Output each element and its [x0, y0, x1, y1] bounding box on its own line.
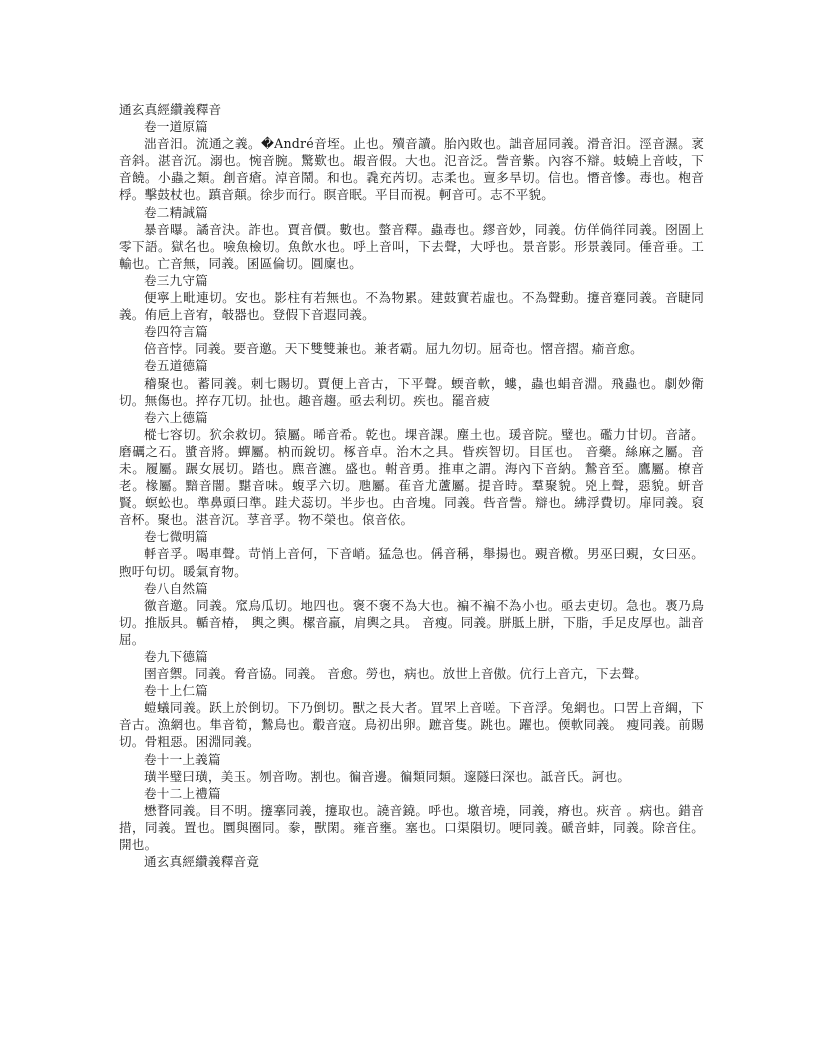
section-body: 懋瞀同義。目不明。攓搴同義，攓取也。譊音鐃。呼也。墽音墝，同義，瘠也。疢音 。病也。錯音措，同義。置也。圜與圈同。豢，獸閑。雍音壅。塞也。口渠隕切。哽同義。磃音蚌，同義。除音住。開也。: [119, 802, 704, 853]
section-body: 軤音孚。喝車聲。苛悄上音何，下音峭。猛急也。偁音稱，舉揚也。覡音檄。男巫曰覡，女曰巫。煦吁句切。暖氣育物。: [119, 546, 704, 579]
document-page: [119, 101, 704, 870]
section-body: 泏音汨。流通之義。�André音垤。止也。殰音讀。胎內敗也。詘音屈同義。滑音汨。涇音濕。衺音斜。湛音沉。溺也。惋音腕。驚歎也。嘏音假。大也。氾音泛。訾音紫。內容不辯。蚑蟯上音岐，下音饒。小蟲之類。創音瘡。淖音鬧。和也。毳充芮切。志柔也。亶多旱切。信也。憯音慘。毒也。枹音桴。擊鼓杖也。蹎音顛。徐步而行。瞑音眠。平目而視。軻音可。志不平貌。: [119, 136, 704, 203]
section-body: 樅七容切。狖余救切。猿屬。晞音希。乾也。堁音課。塵土也。瑗音院。璧也。礛力甘切。音諸。磨礪之石。螿音將。蟬屬。枘而銳切。椓音卓。治木之具。眥疾智切。目匡也。 音藥。絲麻之屬。音未。履屬。蹍女展切。踏也。麃音瀌。盛也。軵音勇。推車之謂。海內下音納。鷙音至。鷹屬。橑音老。椽屬。黯音闇。黮音味。蝮孚六切。虺屬。萑音尤蘆屬。提音時。羣聚貌。兇上聲，惡貌。蚈音賢。螟蚣也。準鼻頭曰準。跬犬蕊切。半步也。甴音塊。同義。呰音訾。辯也。紼浮費切。扉同義。裒音杯。聚也。湛音沉。莩音孚。物不榮也。偯音依。: [119, 426, 704, 528]
section-body: 暴音曝。譎音決。詐也。賈音價。數也。螫音釋。蟲毒也。繆音妙，同義。仿佯倘徉同義。囹圄上零下語。獄名也。噞魚檢切。魚飲水也。呼上音叫，下去聲，大呼也。景音影。形景義同。倕音垂。工輸也。亡音無，同義。囷區倫切。圓廩也。: [119, 221, 704, 271]
document-end-title: 通玄真經纘義釋音竟: [144, 854, 260, 870]
section-heading: 卷二精誠篇: [144, 204, 208, 220]
section-body: 便寧上毗連切。安也。影柱有若無也。不為物累。建鼓實若虛也。不為聲動。攓音蹇同義。音睫同義。侑巵上音宥，攲器也。登假下音遐同義。: [119, 290, 704, 323]
section-heading: 卷九下德篇: [144, 649, 208, 664]
section-body: 璜半璧曰璜，美玉。刎音吻。割也。徧音邊。徧類同類。邃隧曰深也。詆音氏。訶也。: [144, 768, 631, 784]
section-heading: 卷七微明篇: [144, 529, 208, 545]
section-heading: 卷三九守篇: [144, 272, 208, 288]
section-heading: 卷十一上義篇: [144, 751, 221, 767]
section-heading: 卷五道德篇: [144, 358, 208, 374]
section-heading: 卷一道原篇: [144, 119, 208, 135]
section-body: 倍音悖。同義。要音邀。天下雙雙兼也。兼者霸。屈九勿切。屈奇也。慴音摺。瘉音愈。: [144, 341, 643, 357]
document-title: 通玄真經纘義釋音: [119, 102, 222, 117]
section-heading: 卷十二上禮篇: [144, 785, 221, 801]
section-heading: 卷四符言篇: [144, 324, 208, 340]
section-body: 圉音禦。同義。脅音協。同義。 音愈。勞也，病也。放世上音傲。伉行上音亢，下去聲。: [144, 666, 648, 682]
section-body: 徼音邀。同義。窊烏瓜切。地四也。褒不褒不為大也。褊不褊不為小也。亟去吏切。急也。褭乃鳥切。推版具。輴音椿， 輿之輿。樏音羸，肩輿之具。 音瘦。同義。胼胝上胼，下脂，手足皮厚也。詘音屈。: [119, 597, 704, 647]
section-heading: 卷八自然篇: [144, 580, 208, 596]
section-heading: 卷十上仁篇: [144, 683, 208, 699]
section-body: 螘蟻同義。跃上於倒切。下乃倒切。獸之長大者。罝罘上音嗟。下音浮。兔網也。口罟上音綱，下音古。漁網也。隼音筍，鷙鳥也。鷇音寇。鳥初出卵。蹠音隻。跳也。躍也。偄軟同義。 瘦同義。前賜切。骨粗惡。困淵同義。: [119, 700, 704, 750]
section-heading: 卷六上德篇: [144, 409, 208, 425]
section-body: 稽聚也。蓄同義。刺七賜切。賈便上音古，下平聲。蝡音軟，螻，蟲也蜎音淵。飛蟲也。劇妙衛切。無傷也。捽存兀切。扯也。趣音趨。亟去利切。疾也。罷音疲: [119, 375, 704, 408]
